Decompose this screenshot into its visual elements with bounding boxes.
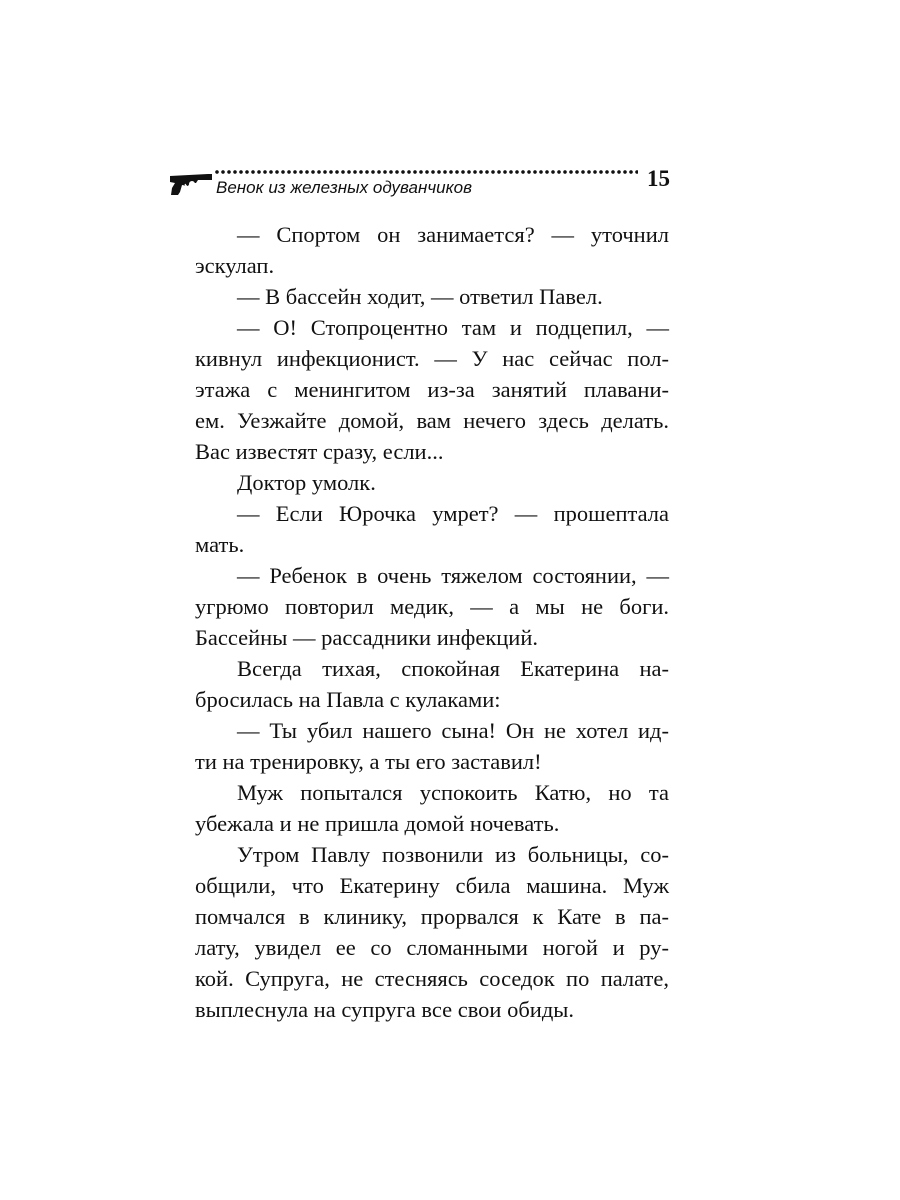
text-line: мать. [195, 532, 245, 557]
text-line: выплеснула на супруга все свои обиды. [195, 997, 575, 1022]
text-line: Бассейны — рассадники инфекций. [195, 625, 539, 650]
text-line: Доктор умолк. [237, 470, 376, 495]
text-line: угрюмо повторил медик, — а мы не боги. [195, 594, 669, 619]
text-line: помчался в клинику, прорвался к Кате в па- [195, 904, 669, 929]
body-text [195, 219, 669, 1025]
text-line: ти на тренировку, а ты его заставил! [195, 749, 542, 774]
text-line: лату, увидел ее со сломанными ногой и ру- [195, 935, 669, 960]
text-line: — Ты убил нашего сына! Он не хотел ид- [237, 718, 669, 743]
text-line: ем. Уезжайте домой, вам нечего здесь делать. [195, 408, 669, 433]
text-line: бросилась на Павла с кулаками: [195, 687, 501, 712]
text-line: этажа с менингитом из-за занятий плавани- [195, 377, 669, 402]
text-line: эскулап. [195, 253, 275, 278]
text-line: — Если Юрочка умрет? — прошептала [237, 501, 669, 526]
text-line: Вас известят сразу, если... [195, 439, 444, 464]
text-line: кой. Супруга, не стесняясь соседок по палате, [195, 966, 669, 991]
text-line: кивнул инфекционист. — У нас сейчас пол- [195, 346, 669, 371]
page-number: 15 [647, 166, 670, 191]
text-line: общили, что Екатерину сбила машина. Муж [195, 873, 669, 898]
text-line: Утром Павлу позвонили из больницы, со- [237, 842, 669, 867]
text-line: Муж попытался успокоить Катю, но та [237, 780, 669, 805]
book-title: Венок из железных одуванчиков [216, 178, 472, 197]
running-header [168, 160, 670, 204]
text-line: — О! Стопроцентно там и подцепил, — [237, 315, 669, 340]
text-line: — Ребенок в очень тяжелом состоянии, — [237, 563, 669, 588]
text-line: Всегда тихая, спокойная Екатерина на- [237, 656, 669, 681]
text-line: убежала и не пришла домой ночевать. [195, 811, 560, 836]
text-line: — В бассейн ходит, — ответил Павел. [237, 284, 603, 309]
revolver-icon [168, 170, 214, 196]
text-line: — Спортом он занимается? — уточнил [237, 222, 669, 247]
dotted-rule [214, 167, 638, 177]
